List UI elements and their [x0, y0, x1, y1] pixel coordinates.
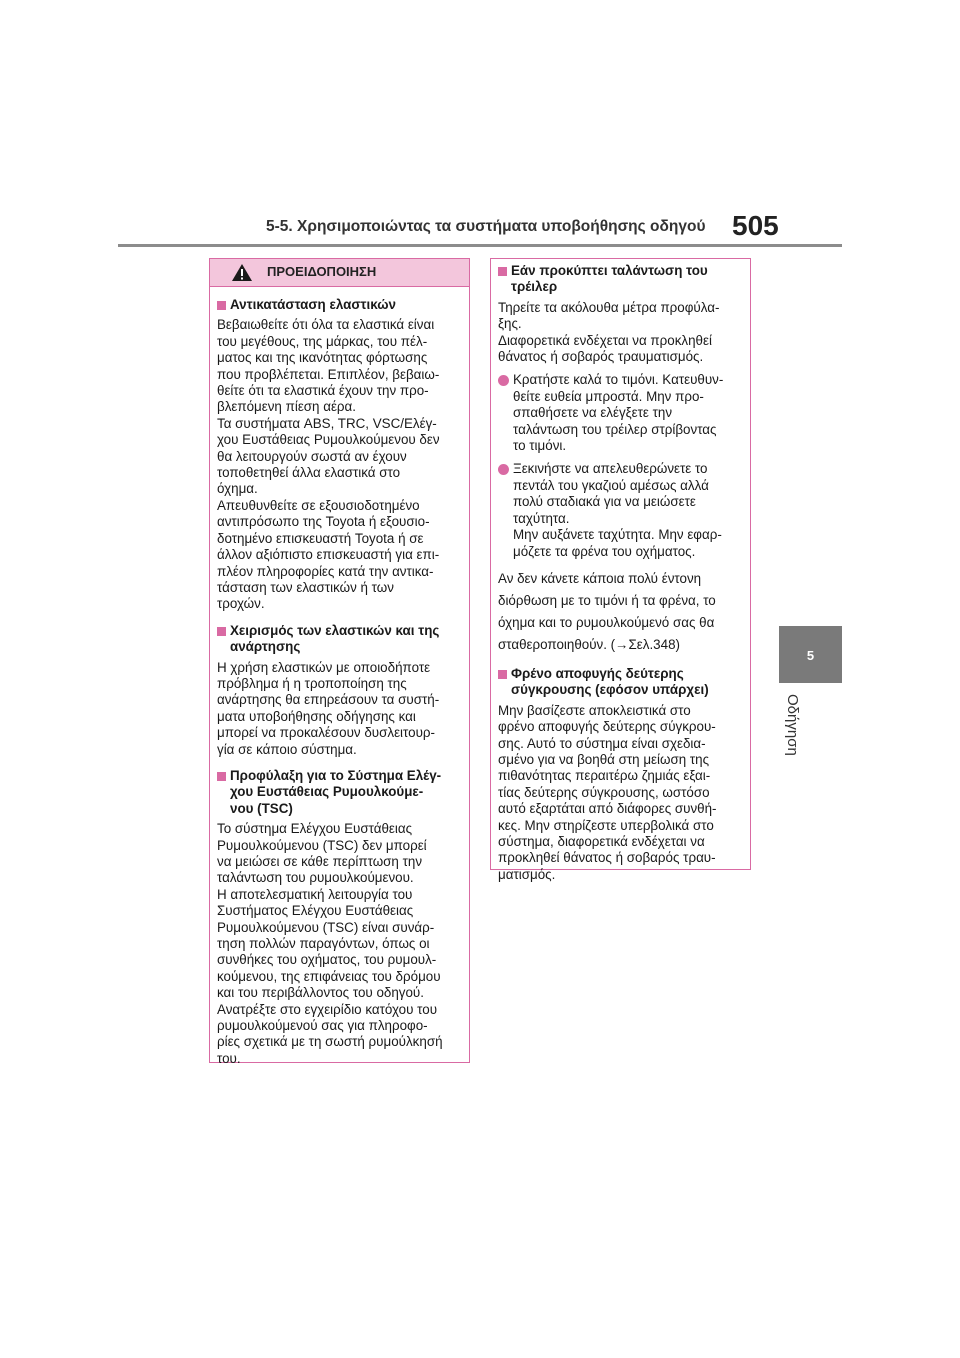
section-text: Βεβαιωθείτε ότι όλα τα ελαστικά είναι του μεγέθους, της μάρκας, του πέλ- ματος και της ικανότητας φόρτωσης που προβλέπεται. Επιπλέον, βεβαιω- θείτε ότι τα ελαστικά έχουν την προ- βλεπόμενη πίεση αέρα. Τα συστήματα ABS, TRC, VSC/Ελέγ- χου Ευστάθειας Ρυμουλκούμενου δεν θα λειτουργούν σωστά αν έχουν τοποθετηθεί άλλα ελαστικά στο όχημα. Απευθυνθείτε σε εξουσιοδοτημένο αντιπρόσωπο της Toyota ή εξουσιο- δοτημένο επισκευαστή Toyota ή σε άλλον αξιόπιστο επισκευαστή για επι- πλέον πληροφορίες κατά την αντικα- τάσταση των ελαστικών ή των τροχών.: [217, 317, 440, 612]
warning-box-continued: [490, 258, 751, 882]
warning-header: [210, 259, 469, 287]
section-text: Η χρήση ελαστικών με οποιοδήποτε πρόβλημα ή η τροποποίηση της ανάρτησης θα επηρεάσουν τα συστή- ματα υποβοήθησης οδήγησης και μπορεί να προκαλέσουν δυσλειτουρ- γία σε κάποιο σύστημα.: [217, 659, 440, 757]
warning-section: [217, 297, 461, 613]
square-bullet-icon: [217, 772, 226, 781]
secondary-collision-brake-section: [498, 666, 742, 883]
section-text: Μην βασίζεστε αποκλειστικά στο φρένο αποφυγής δεύτερης σύγκρου- σης. Αυτό το σύστημα είναι σχεδια- σμένο για να βοηθά στη μείωση της πιθανότητας περαιτέρω ζημιάς εξαι- τίας δεύτερης σύγκρουσης, ωστόσο αυτό εξαρτάται από διάφορες συνθή- κες. Μην στηρίζεστε υπερβολικά στο σύστημα, διαφορετικά ενδέχεται να προκληθεί θάνατος ή σοβαρός τραυ- ματισμός.: [498, 702, 717, 882]
section-text: Το σύστημα Ελέγχου Ευστάθειας Ρυμουλκούμενου (TSC) δεν μπορεί να μειώσει σε κάθε περίπτωση την ταλάντωση του ρυμουλκούμενου. Η αποτελεσματική λειτουργία του Συστήματος Ελέγχου Ευστάθειας Ρυμουλκούμενου (TSC) είναι συνάρ- τηση πολλών παραγόντων, όπως οι συνθήκες του οχήματος, του ρυμουλ- κούμενου, της επιφάνειας του δρόμου και του περιβάλλοντος του οδηγού. Ανατρέξτε στο εγχειρίδιο κατόχου του ρυμουλκούμενού σας για πληροφο- ρίες σχετικά με τη σωστή ρυμούλκησή του.: [217, 821, 443, 1066]
section-title: Αντικατάσταση ελαστικών: [230, 297, 396, 312]
list-item: [498, 461, 742, 559]
section-text: Τηρείτε τα ακόλουθα μέτρα προφύλα- ξης. Διαφορετικά ενδέχεται να προκληθεί θάνατος ή σοβαρός τραυματισμός.: [498, 299, 720, 365]
page-number: 505: [732, 210, 779, 241]
warning-section: [217, 768, 461, 1067]
circle-bullet-icon: [498, 464, 509, 475]
square-bullet-icon: [498, 670, 507, 679]
chapter-tab: [779, 626, 842, 683]
section-title: Χειρισμός των ελαστικών και της ανάρτησης: [230, 622, 440, 655]
trailer-sway-section: [498, 263, 742, 656]
warning-title: ΠΡΟΕΙΔΟΠΟΙΗΣΗ: [267, 264, 377, 279]
section-header-title: 5-5. Χρησιμοποιώντας τα συστήματα υποβοήθησης οδηγού: [266, 218, 706, 235]
section-text: Αν δεν κάνετε κάποια πολύ έντονη διόρθωση με το τιμόνι ή τα φρένα, το όχημα και το ρυμουλκούμενό σας θα σταθεροποιηθούν. (→Σελ.348): [498, 570, 716, 652]
warning-box: [209, 258, 470, 1066]
section-title: Εάν προκύπτει ταλάντωση του τρέιλερ: [511, 263, 708, 295]
chapter-label: Οδήγηση: [784, 694, 801, 756]
list-item-text: Ξεκινήστε να απελευθερώνετε το πεντάλ του γκαζιού αμέσως αλλά πολύ σταδιακά για να μειώσετε ταχύτητα. Μην αυξάνετε ταχύτητα. Μην εφαρ- μόζετε τα φρένα του οχήματος.: [513, 461, 722, 559]
list-item: [498, 372, 742, 454]
section-title: Φρένο αποφυγής δεύτερης σύγκρουσης (εφόσον υπάρχει): [511, 665, 709, 698]
square-bullet-icon: [217, 627, 226, 636]
warning-section: [217, 623, 461, 758]
square-bullet-icon: [217, 301, 226, 310]
circle-bullet-icon: [498, 375, 509, 386]
list-item-text: Κρατήστε καλά το τιμόνι. Κατευθυν- θείτε ευθεία μπροστά. Μην προ- σπαθήσετε να ελέγξετε την ταλάντωση του τρέιλερ στρίβοντας το τιμόνι.: [513, 372, 724, 454]
square-bullet-icon: [498, 267, 507, 276]
header-divider: [118, 244, 842, 247]
chapter-number: 5: [806, 648, 815, 663]
warning-triangle-icon: [231, 263, 253, 282]
section-title: Προφύλαξη για το Σύστημα Ελέγ- χου Ευστάθειας Ρυμουλκούμε- νου (TSC): [230, 767, 442, 816]
